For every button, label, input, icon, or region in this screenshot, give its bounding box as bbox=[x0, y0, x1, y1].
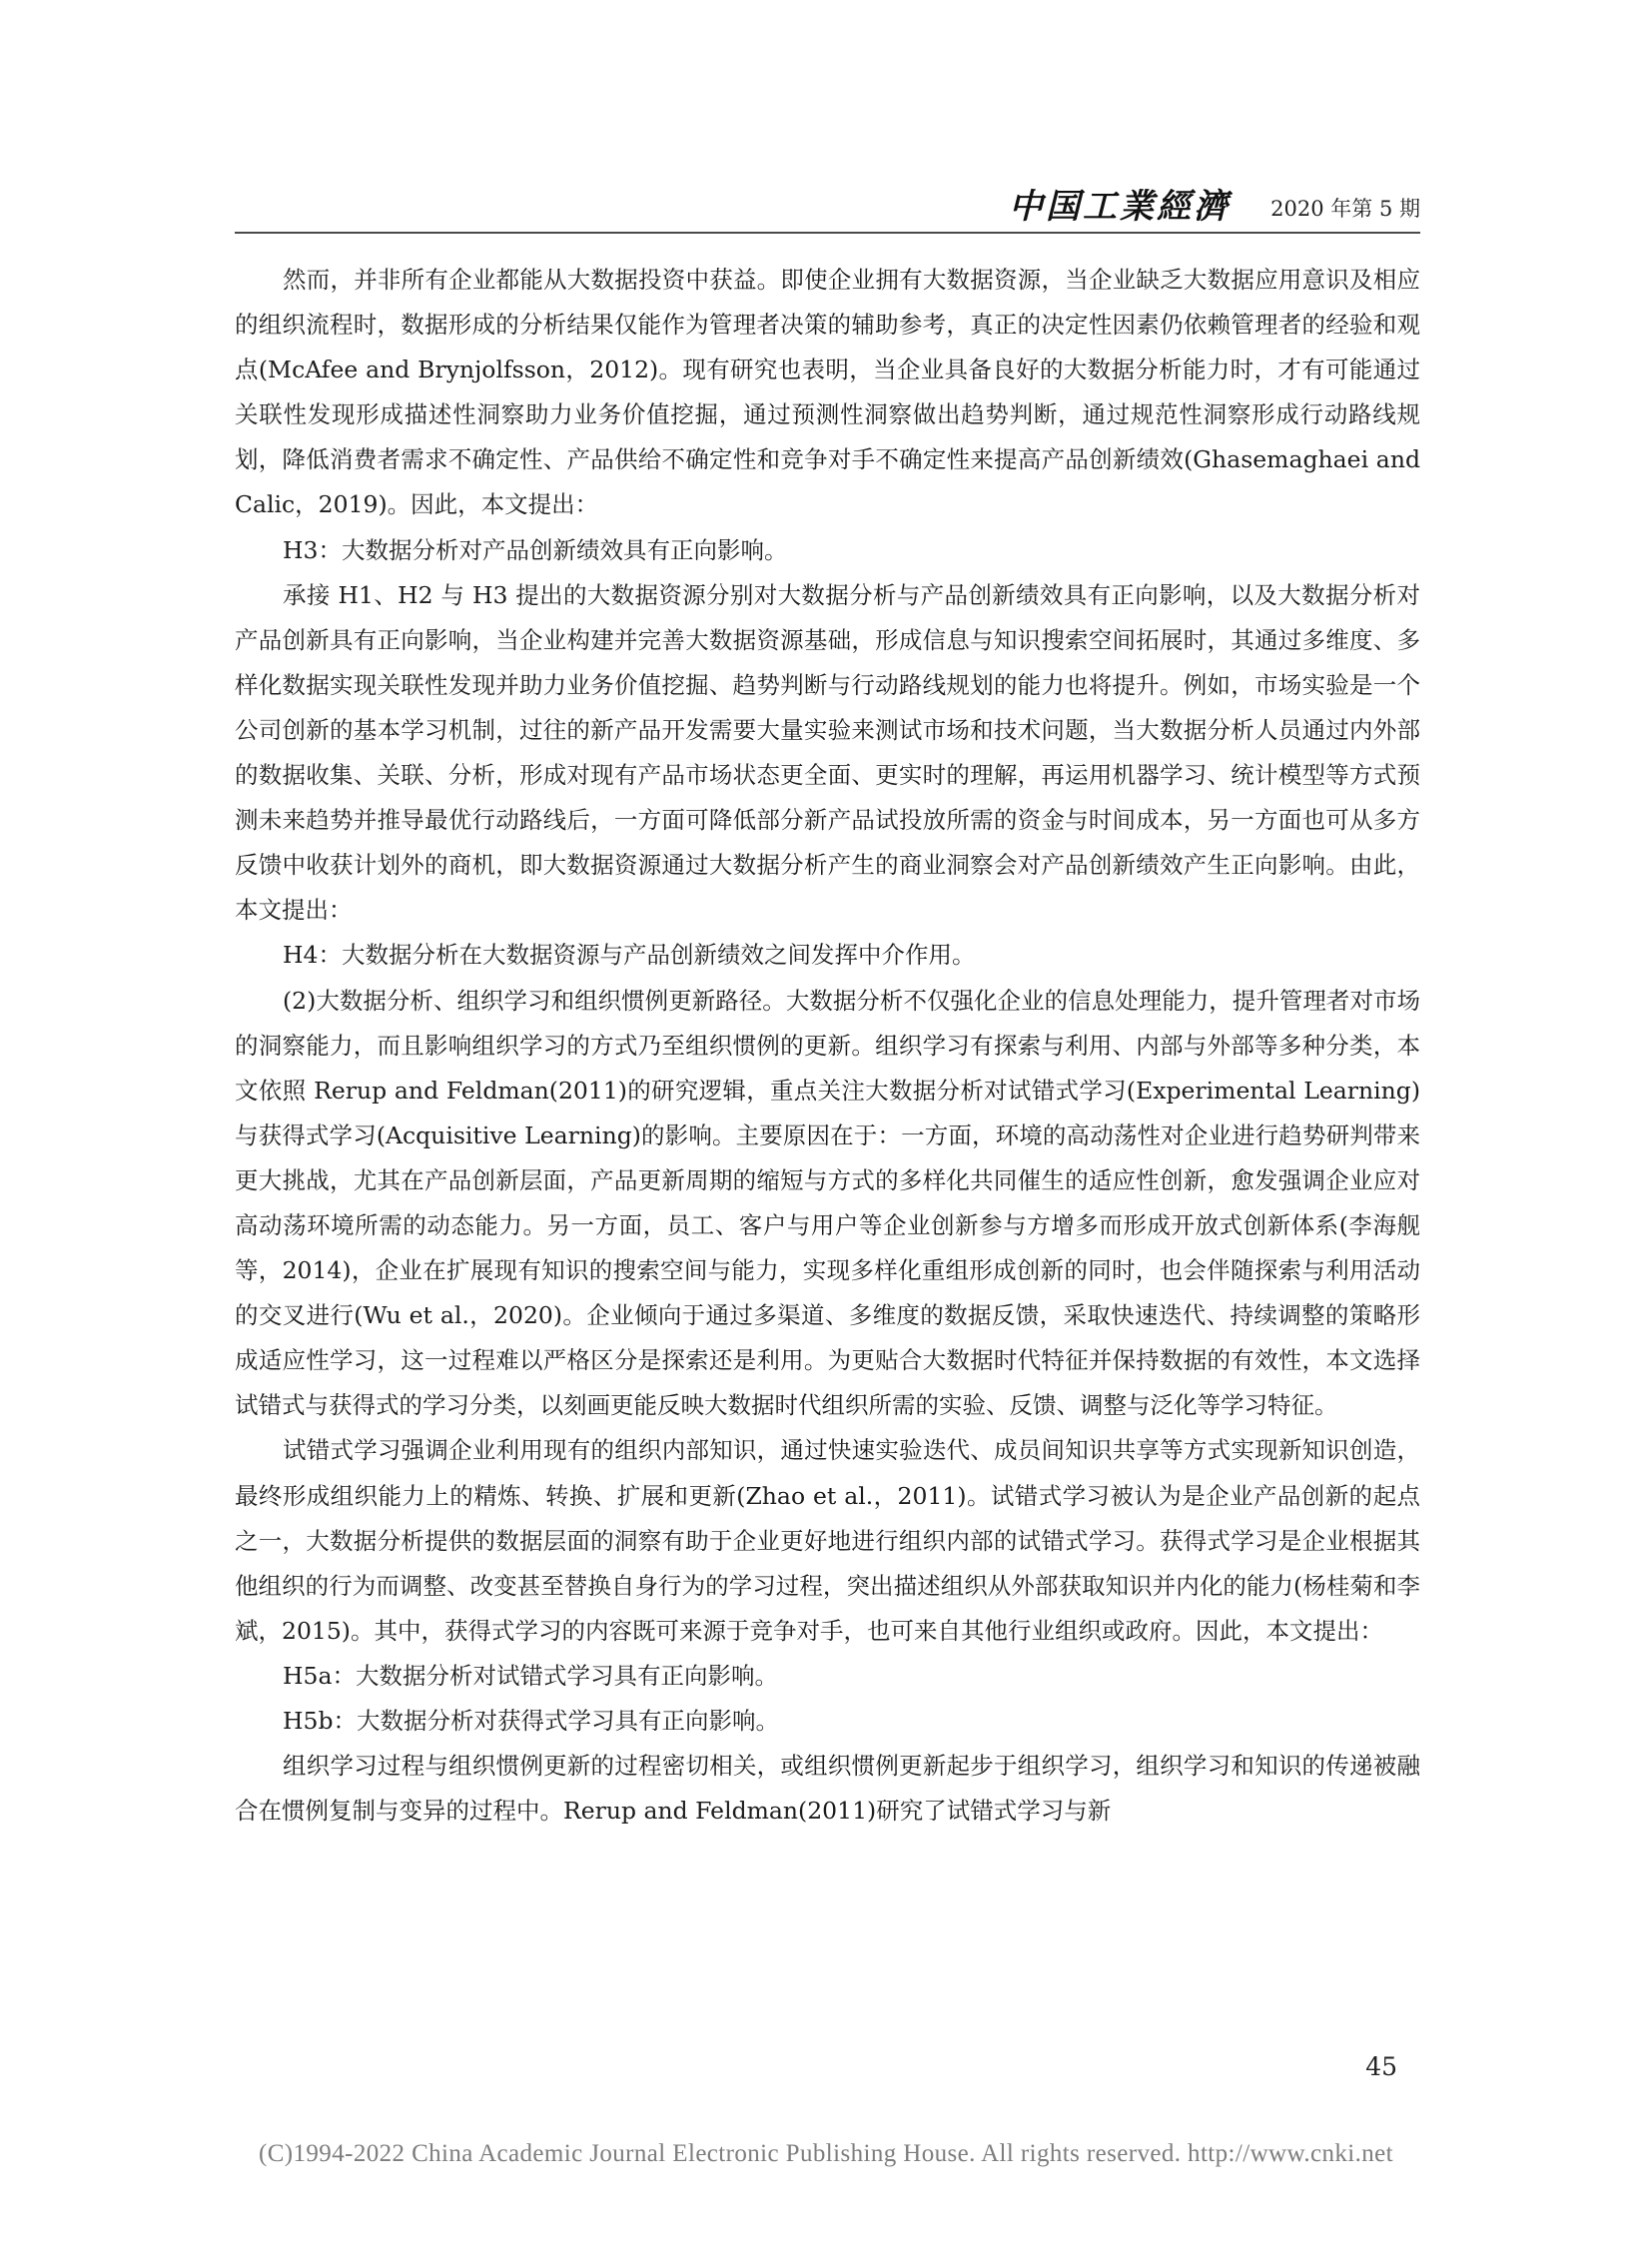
paragraph: 然而，并非所有企业都能从大数据投资中获益。即使企业拥有大数据资源，当企业缺乏大数据应用意识及相应的组织流程时，数据形成的分析结果仅能作为管理者决策的辅助参考，真正的决定性因素仍依赖管理者的经验和观点(McAfee and Brynjolfsson，2012)。现有研究也表明，当企业具备良好的大数据分析能力时，才有可能通过关联性发现形成描述性洞察助力业务价值挖掘，通过预测性洞察做出趋势判断，通过规范性洞察形成行动路线规划，降低消费者需求不确定性、产品供给不确定性和竞争对手不确定性来提高产品创新绩效(Ghasemaghaei and Calic，2019)。因此，本文提出： bbox=[235, 266, 1420, 519]
hypothesis: H3：大数据分析对产品创新绩效具有正向影响。 bbox=[283, 535, 788, 564]
hypothesis: H5b：大数据分析对获得式学习具有正向影响。 bbox=[283, 1707, 779, 1735]
page-number: 45 bbox=[1365, 2052, 1397, 2081]
issue-label: 2020 年第 5 期 bbox=[1270, 197, 1420, 221]
copyright-footer: (C)1994-2022 China Academic Journal Electronic Publishing House. All rights reserved. http://www.cnki.net bbox=[258, 2140, 1394, 2167]
paragraph: 试错式学习强调企业利用现有的组织内部知识，通过快速实验迭代、成员间知识共享等方式实现新知识创造，最终形成组织能力上的精炼、转换、扩展和更新(Zhao et al.，2011)。试错式学习被认为是企业产品创新的起点之一，大数据分析提供的数据层面的洞察有助于企业更好地进行组织内部的试错式学习。获得式学习是企业根据其他组织的行为而调整、改变甚至替换自身行为的学习过程，突出描述组织从外部获取知识并内化的能力(杨桂菊和李斌，2015)。其中，获得式学习的内容既可来源于竞争对手，也可来自其他行业组织或政府。因此，本文提出： bbox=[235, 1436, 1420, 1645]
paragraph: 承接 H1、H2 与 H3 提出的大数据资源分别对大数据分析与产品创新绩效具有正向影响，以及大数据分析对产品创新具有正向影响，当企业构建并完善大数据资源基础，形成信息与知识搜索空间拓展时，其通过多维度、多样化数据实现关联性发现并助力业务价值挖掘、趋势判断与行动路线规划的能力也将提升。例如，市场实验是一个公司创新的基本学习机制，过往的新产品开发需要大量实验来测试市场和技术问题，当大数据分析人员通过内外部的数据收集、关联、分析，形成对现有产品市场状态更全面、更实时的理解，再运用机器学习、统计模型等方式预测未来趋势并推导最优行动路线后，一方面可降低部分新产品试投放所需的资金与时间成本，另一方面也可从多方反馈中收获计划外的商机，即大数据资源通过大数据分析产生的商业洞察会对产品创新绩效产生正向影响。由此，本文提出： bbox=[235, 580, 1420, 925]
paragraph: (2)大数据分析、组织学习和组织惯例更新路径。大数据分析不仅强化企业的信息处理能力，提升管理者对市场的洞察能力，而且影响组织学习的方式乃至组织惯例的更新。组织学习有探索与利用、内部与外部等多种分类，本文依照 Rerup and Feldman(2011)的研究逻辑，重点关注大数据分析对试错式学习(Experimental Learning)与获得式学习(Acquisitive Learning)的影响。主要原因在于：一方面，环境的高动荡性对企业进行趋势研判带来更大挑战，尤其在产品创新层面，产品更新周期的缩短与方式的多样化共同催生的适应性创新，愈发强调企业应对高动荡环境所需的动态能力。另一方面，员工、客户与用户等企业创新参与方增多而形成开放式创新体系(李海舰等，2014)，企业在扩展现有知识的搜索空间与能力，实现多样化重组形成创新的同时，也会伴随探索与利用活动的交叉进行(Wu et al.，2020)。企业倾向于通过多渠道、多维度的数据反馈，采取快速迭代、持续调整的策略形成适应性学习，这一过程难以严格区分是探索还是利用。为更贴合大数据时代特征并保持数据的有效性，本文选择试错式与获得式的学习分类，以刻画更能反映大数据时代组织所需的实验、反馈、调整与泛化等学习特征。 bbox=[235, 986, 1420, 1420]
page-header bbox=[235, 188, 1420, 234]
article-body bbox=[235, 258, 1420, 1834]
hypothesis: H5a：大数据分析对试错式学习具有正向影响。 bbox=[283, 1661, 778, 1690]
hypothesis: H4：大数据分析在大数据资源与产品创新绩效之间发挥中介作用。 bbox=[283, 941, 976, 970]
journal-logo: 中国工業經濟 bbox=[1009, 187, 1231, 227]
paragraph: 组织学习过程与组织惯例更新的过程密切相关，或组织惯例更新起步于组织学习，组织学习和知识的传递被融合在惯例复制与变异的过程中。Rerup and Feldman(2011)研究了试错式学习与新 bbox=[235, 1752, 1420, 1826]
